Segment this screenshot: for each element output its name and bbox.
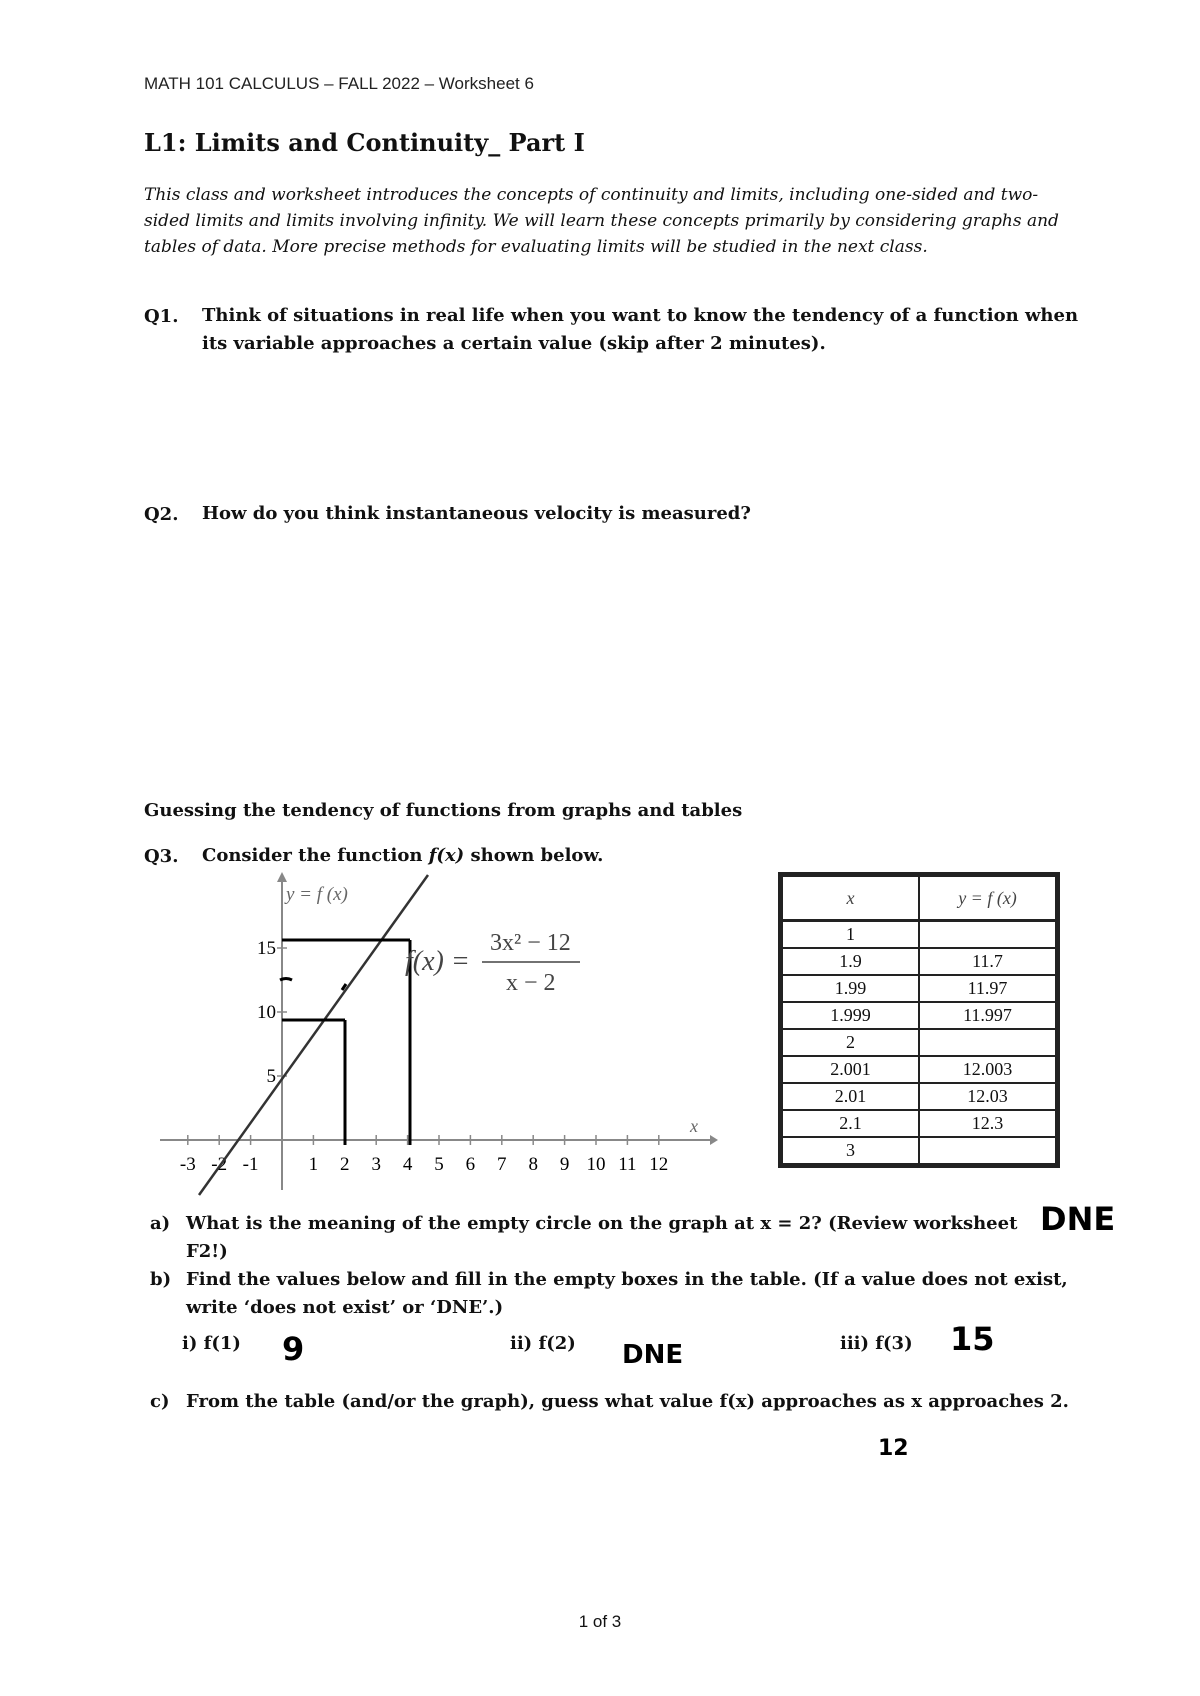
table-cell-y <box>919 921 1056 949</box>
worksheet-header: MATH 101 CALCULUS – FALL 2022 – Worksheet 6 <box>144 74 534 93</box>
table-row <box>782 1137 1056 1164</box>
table-row <box>782 1002 1056 1029</box>
formula-denominator: x − 2 <box>506 970 556 996</box>
table-cell-y: 11.997 <box>919 1002 1056 1029</box>
x-tick-label: 6 <box>465 1154 476 1175</box>
table-row <box>782 1110 1056 1137</box>
table-header-y: y = f (x) <box>919 876 1056 921</box>
part-b-text: Find the values below and fill in the empty boxes in the table. (If a value does not exist, write ‘does not exist’ or ‘DNE’.) <box>186 1269 1068 1318</box>
part-b-ii: ii) f(2) <box>510 1333 576 1354</box>
part-c-text: From the table (and/or the graph), guess what value f(x) approaches as x approaches 2. <box>186 1391 1069 1412</box>
function-line <box>199 875 428 1195</box>
x-tick-label: -1 <box>242 1154 259 1175</box>
q3-text: Consider the function f(x) shown below. <box>202 845 604 866</box>
y-tick-label: 5 <box>266 1066 276 1087</box>
x-tick-label: 9 <box>559 1154 570 1175</box>
x-tick-label: 8 <box>528 1154 538 1175</box>
table-cell-x: 2.001 <box>782 1056 919 1083</box>
x-tick-label: 5 <box>434 1154 444 1175</box>
table-cell-y: 11.97 <box>919 975 1056 1002</box>
table-row <box>782 1083 1056 1110</box>
table-row <box>782 1056 1056 1083</box>
table-cell-x: 2.01 <box>782 1083 919 1110</box>
table-cell-y <box>919 1029 1056 1056</box>
table-cell-y: 12.03 <box>919 1083 1056 1110</box>
table-row <box>782 1029 1056 1056</box>
table-cell-y <box>919 1137 1056 1164</box>
part-c-label: c) <box>150 1391 170 1412</box>
graph-x-label: x <box>690 1116 698 1136</box>
table-cell-y: 12.3 <box>919 1110 1056 1137</box>
table-cell-x: 1 <box>782 921 919 949</box>
x-tick-label: 7 <box>497 1154 507 1175</box>
section-heading: Guessing the tendency of functions from graphs and tables <box>144 800 743 821</box>
graph-y-label: y = f (x) <box>286 884 348 905</box>
table-cell-x: 2.1 <box>782 1110 919 1137</box>
x-tick-label: 2 <box>340 1154 350 1175</box>
q3-label: Q3. <box>144 846 179 867</box>
q2-label: Q2. <box>144 504 179 525</box>
x-tick-label: 11 <box>618 1154 637 1175</box>
x-tick-label: -2 <box>211 1154 228 1175</box>
handwritten-answer-c: 12 <box>878 1436 909 1461</box>
x-tick-label: 4 <box>402 1154 413 1175</box>
table-cell-x: 3 <box>782 1137 919 1164</box>
intro-paragraph: This class and worksheet introduces the concepts of continuity and limits, including one-sided and two-sided limits and limits involving infinity. We will learn these concepts primarily by considering graphs and tables of data. More precise methods for evaluating limits will be studied in the next class. <box>144 185 1059 257</box>
page-number: 1 of 3 <box>578 1612 622 1631</box>
x-tick-label: 1 <box>308 1154 319 1175</box>
x-tick-label: 3 <box>371 1154 381 1175</box>
q2-text: How do you think instantaneous velocity is measured? <box>202 503 751 524</box>
y-tick-label: 10 <box>257 1002 276 1023</box>
table-cell-x: 1.9 <box>782 948 919 975</box>
x-tick-label: 10 <box>586 1154 606 1175</box>
q1-text: Think of situations in real life when you want to know the tendency of a function when its variable approaches a certain value (skip after 2 minutes). <box>202 305 1079 354</box>
page-title: L1: Limits and Continuity_ Part I <box>144 128 585 157</box>
table-row <box>782 948 1056 975</box>
x-tick-label: 12 <box>649 1154 669 1175</box>
part-b-iii: iii) f(3) <box>840 1333 913 1354</box>
value-table <box>778 872 1060 1168</box>
part-a-text: What is the meaning of the empty circle on the graph at x = 2? (Review worksheet F2!) <box>186 1213 1018 1262</box>
handwritten-answer-b-i: 9 <box>282 1330 305 1368</box>
y-tick-label: 15 <box>257 938 276 959</box>
table-row <box>782 921 1056 949</box>
formula-numerator: 3x² − 12 <box>490 930 571 956</box>
part-a-label: a) <box>150 1213 171 1234</box>
handwritten-answer-b-ii: DNE <box>622 1340 684 1370</box>
table-cell-y: 11.7 <box>919 948 1056 975</box>
formula-lhs: f(x) = <box>405 946 470 977</box>
table-header-x: x <box>782 876 919 921</box>
table-cell-x: 1.99 <box>782 975 919 1002</box>
table-row <box>782 975 1056 1002</box>
table-cell-x: 2 <box>782 1029 919 1056</box>
x-tick-label: -3 <box>179 1154 196 1175</box>
q1-label: Q1. <box>144 306 179 327</box>
part-b-i: i) f(1) <box>182 1333 241 1354</box>
handwritten-answer-b-iii: 15 <box>950 1320 995 1358</box>
part-b-label: b) <box>150 1269 172 1290</box>
table-cell-y: 12.003 <box>919 1056 1056 1083</box>
table-cell-x: 1.999 <box>782 1002 919 1029</box>
function-graph <box>150 870 720 1200</box>
handwritten-answer-a: DNE <box>1040 1200 1116 1238</box>
